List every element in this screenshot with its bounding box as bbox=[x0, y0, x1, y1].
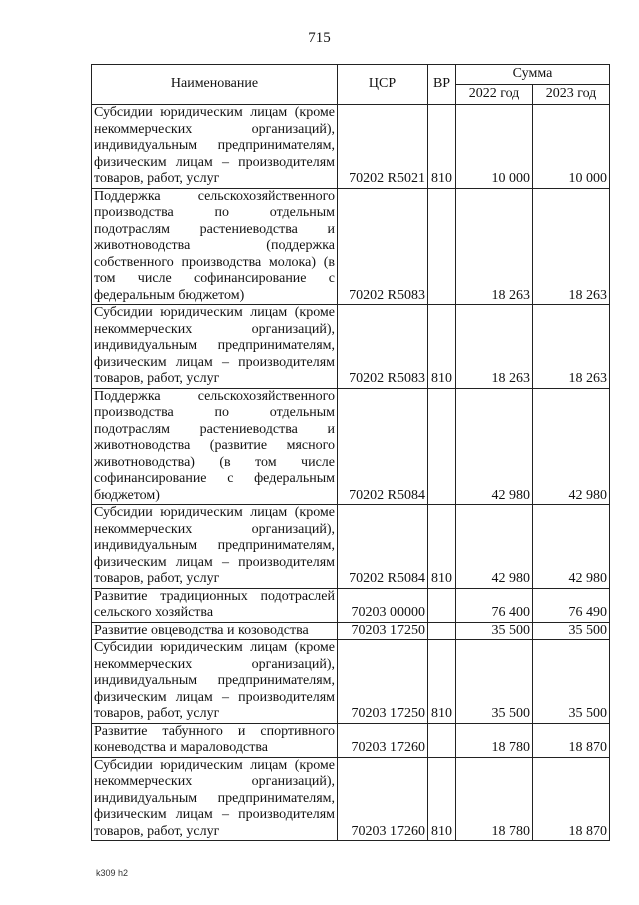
row-csr: 70202 R5084 bbox=[338, 505, 428, 589]
header-year-2022: 2022 год bbox=[456, 85, 533, 105]
row-csr: 70203 00000 bbox=[338, 588, 428, 622]
row-name: Развитие традиционных подотраслей сельского хозяйства bbox=[92, 588, 338, 622]
row-csr: 70202 R5084 bbox=[338, 388, 428, 505]
row-csr: 70203 17260 bbox=[338, 723, 428, 757]
row-csr: 70203 17250 bbox=[338, 640, 428, 724]
row-vr: 810 bbox=[428, 640, 456, 724]
row-sum-2022: 35 500 bbox=[456, 640, 533, 724]
row-sum-2022: 18 263 bbox=[456, 305, 533, 389]
row-sum-2023: 35 500 bbox=[533, 622, 610, 640]
row-sum-2023: 76 490 bbox=[533, 588, 610, 622]
row-csr: 70203 17250 bbox=[338, 622, 428, 640]
row-vr bbox=[428, 188, 456, 305]
row-sum-2023: 42 980 bbox=[533, 388, 610, 505]
row-sum-2022: 18 780 bbox=[456, 757, 533, 841]
row-name: Субсидии юридическим лицам (кроме некоммерческих организаций), индивидуальным предпринимателям, физическим лицам – производителям товаров, работ, услуг bbox=[92, 505, 338, 589]
row-csr: 70202 R5083 bbox=[338, 305, 428, 389]
row-sum-2022: 42 980 bbox=[456, 388, 533, 505]
footer-code: k309 h2 bbox=[96, 868, 129, 878]
row-sum-2023: 42 980 bbox=[533, 505, 610, 589]
row-name: Развитие табунного и спортивного коневодства и мараловодства bbox=[92, 723, 338, 757]
row-vr bbox=[428, 723, 456, 757]
row-sum-2022: 42 980 bbox=[456, 505, 533, 589]
row-sum-2022: 10 000 bbox=[456, 105, 533, 189]
page-number: 715 bbox=[308, 30, 331, 46]
row-vr bbox=[428, 622, 456, 640]
row-vr: 810 bbox=[428, 505, 456, 589]
row-sum-2023: 18 870 bbox=[533, 757, 610, 841]
row-csr: 70202 R5083 bbox=[338, 188, 428, 305]
table-row bbox=[92, 305, 610, 389]
row-sum-2023: 10 000 bbox=[533, 105, 610, 189]
row-sum-2022: 76 400 bbox=[456, 588, 533, 622]
budget-table bbox=[91, 64, 610, 841]
row-sum-2022: 35 500 bbox=[456, 622, 533, 640]
row-sum-2022: 18 263 bbox=[456, 188, 533, 305]
row-sum-2023: 18 263 bbox=[533, 305, 610, 389]
row-vr bbox=[428, 588, 456, 622]
table-row bbox=[92, 622, 610, 640]
table-row bbox=[92, 640, 610, 724]
row-name: Субсидии юридическим лицам (кроме некоммерческих организаций), индивидуальным предпринимателям, физическим лицам – производителям товаров, работ, услуг bbox=[92, 640, 338, 724]
header-sum: Сумма bbox=[456, 65, 610, 85]
row-vr bbox=[428, 388, 456, 505]
row-vr: 810 bbox=[428, 757, 456, 841]
table-row bbox=[92, 388, 610, 505]
header-vr: ВР bbox=[428, 65, 456, 105]
row-name: Субсидии юридическим лицам (кроме некоммерческих организаций), индивидуальным предпринимателям, физическим лицам – производителям товаров, работ, услуг bbox=[92, 757, 338, 841]
header-name: Наименование bbox=[92, 65, 338, 105]
table-row bbox=[92, 588, 610, 622]
header-year-2023: 2023 год bbox=[533, 85, 610, 105]
row-sum-2023: 18 263 bbox=[533, 188, 610, 305]
row-name: Субсидии юридическим лицам (кроме некоммерческих организаций), индивидуальным предпринимателям, физическим лицам – производителям товаров, работ, услуг bbox=[92, 305, 338, 389]
row-name: Поддержка сельскохозяйственного производства по отдельным подотраслям растениеводства и животноводства (поддержка собственного производства молока) (в том числе софинансирование с федеральным бюджетом) bbox=[92, 188, 338, 305]
header-csr: ЦСР bbox=[338, 65, 428, 105]
table-row bbox=[92, 505, 610, 589]
table-row bbox=[92, 188, 610, 305]
table-row bbox=[92, 105, 610, 189]
row-name: Развитие овцеводства и козоводства bbox=[92, 622, 338, 640]
row-name: Поддержка сельскохозяйственного производства по отдельным подотраслям растениеводства и животноводства (развитие мясного животноводства) (в том числе софинансирование с федеральным бюджетом) bbox=[92, 388, 338, 505]
row-sum-2022: 18 780 bbox=[456, 723, 533, 757]
row-sum-2023: 18 870 bbox=[533, 723, 610, 757]
row-vr: 810 bbox=[428, 305, 456, 389]
row-sum-2023: 35 500 bbox=[533, 640, 610, 724]
row-vr: 810 bbox=[428, 105, 456, 189]
table-row bbox=[92, 757, 610, 841]
row-name: Субсидии юридическим лицам (кроме некоммерческих организаций), индивидуальным предпринимателям, физическим лицам – производителям товаров, работ, услуг bbox=[92, 105, 338, 189]
row-csr: 70203 17260 bbox=[338, 757, 428, 841]
table-row bbox=[92, 723, 610, 757]
row-csr: 70202 R5021 bbox=[338, 105, 428, 189]
